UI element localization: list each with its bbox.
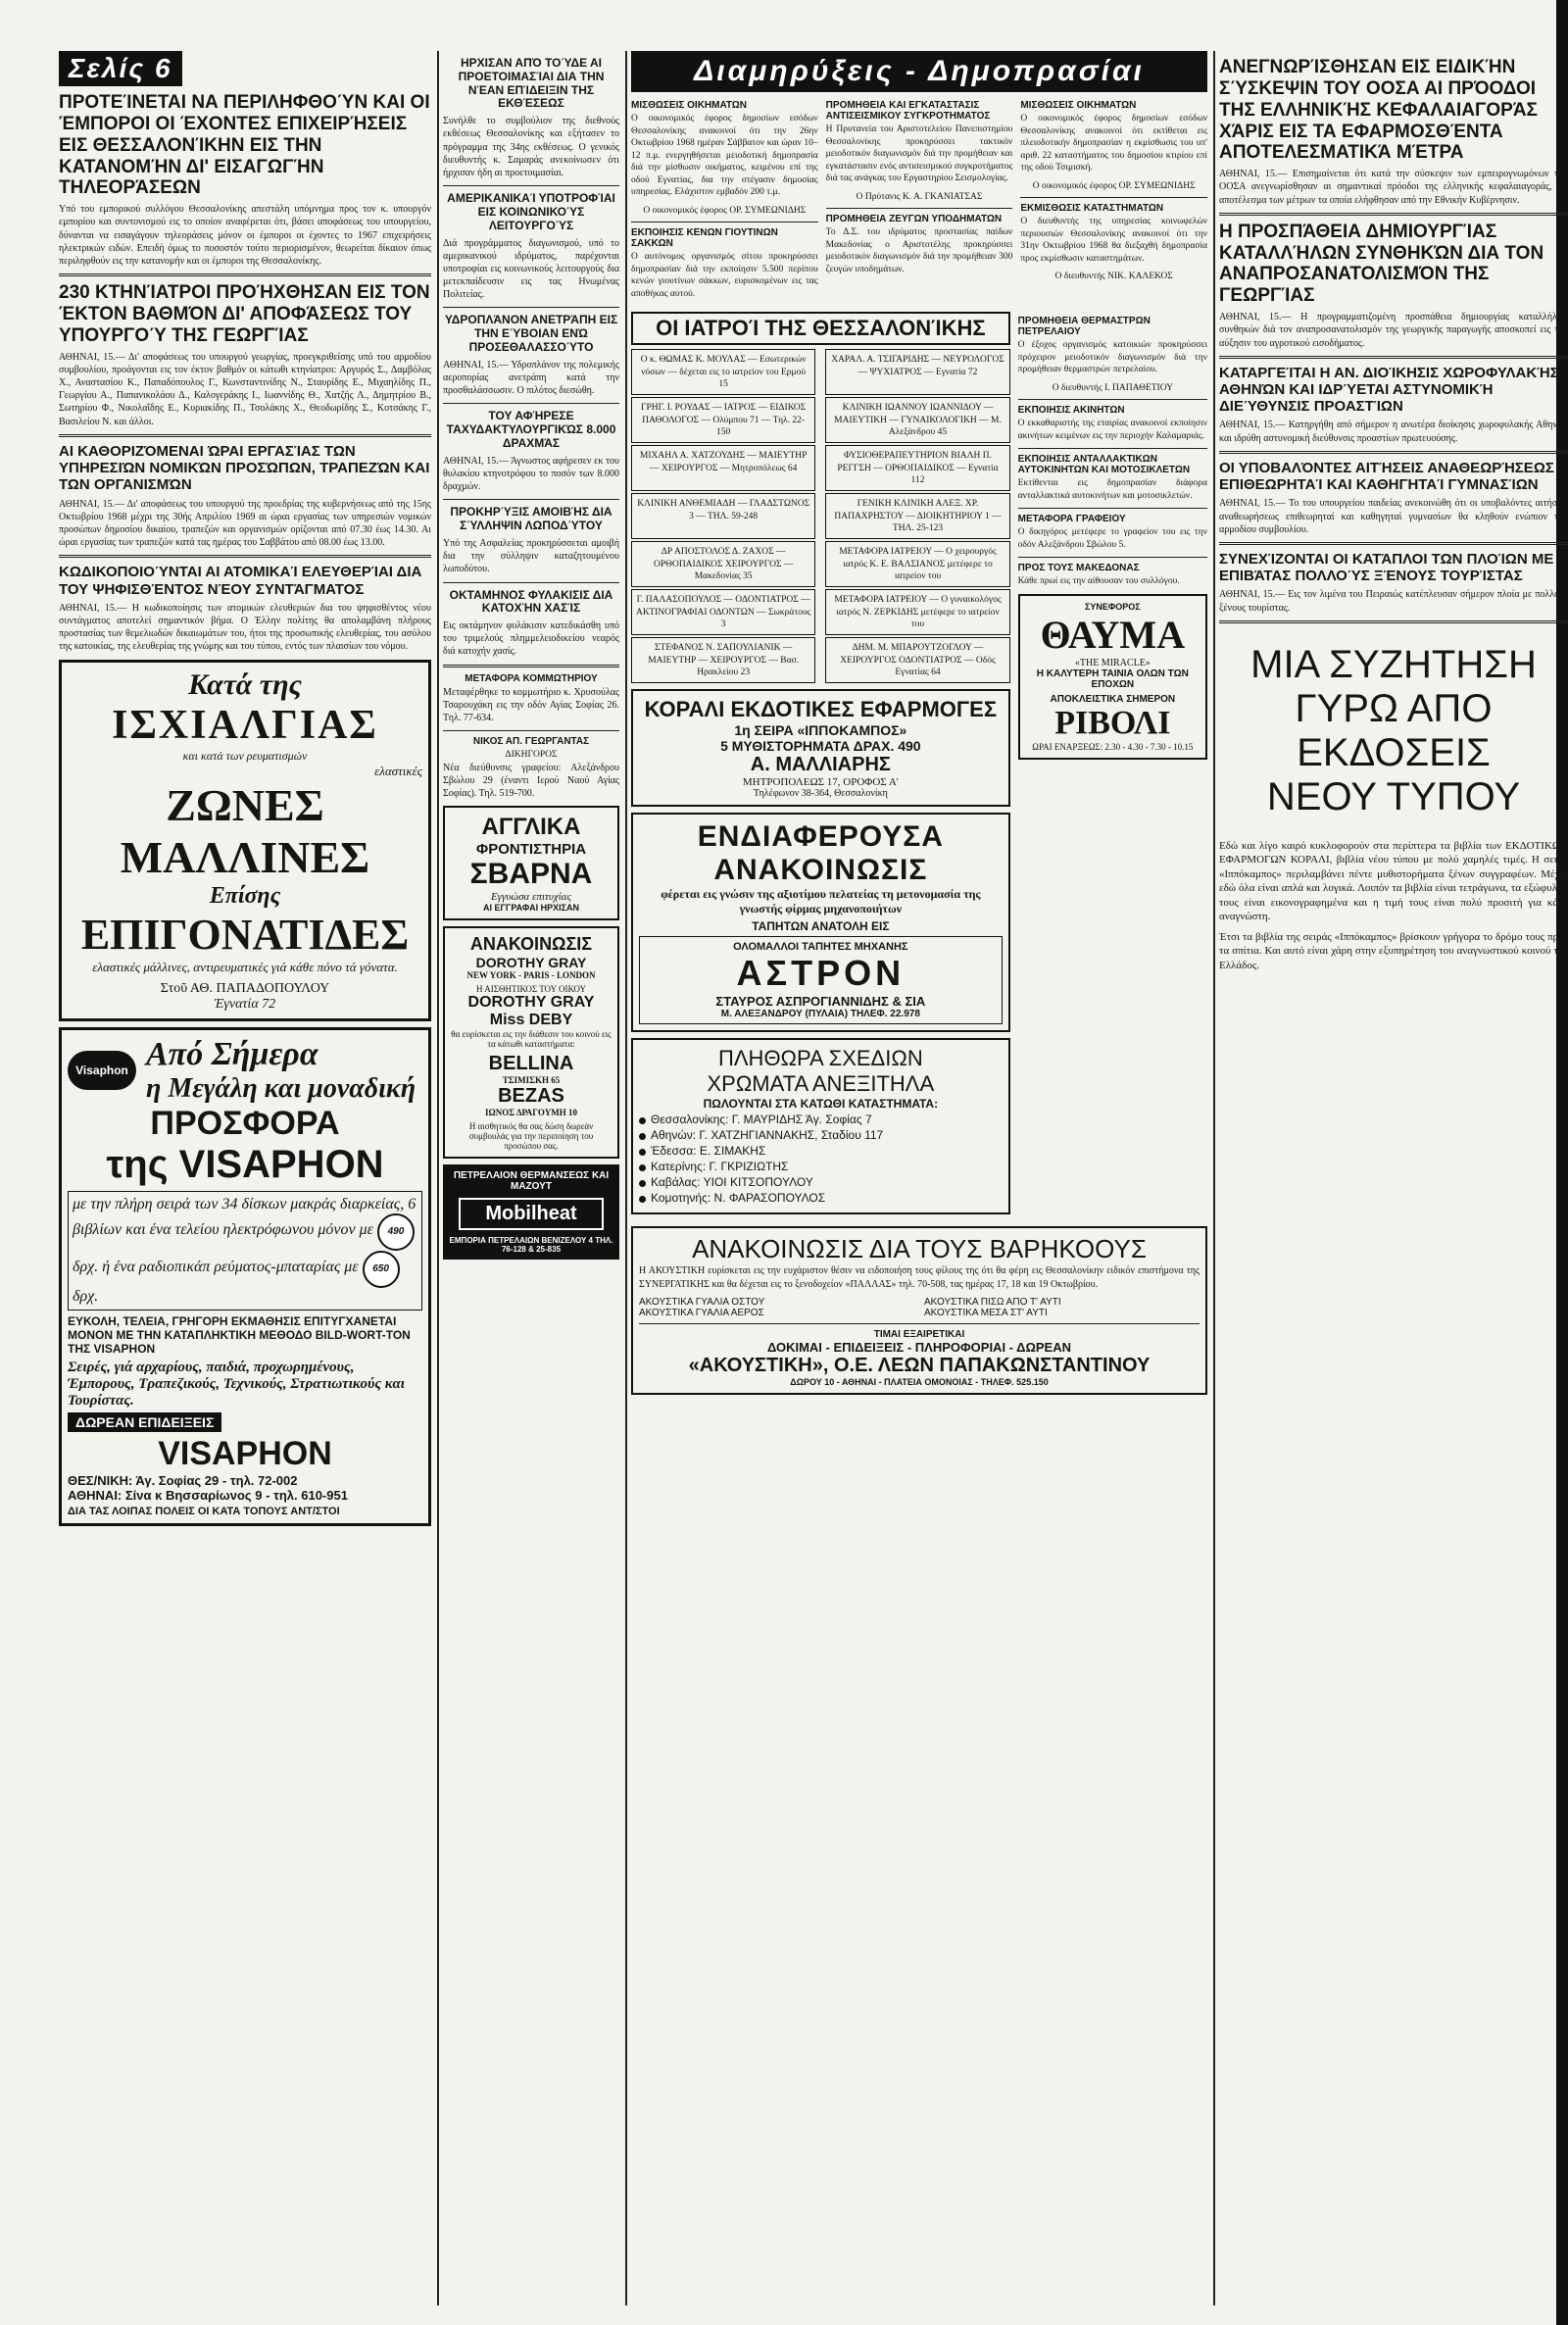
astron-logo-icon: ΑΣΤΡΟΝ xyxy=(736,953,906,994)
article-body: Εις οκτάμηνον φυλάκισιν κατεδικάσθη υπό του τριμελούς πλημμελειοδικείου νεαρός διά κατοχήν χασίς. xyxy=(443,620,619,658)
notice-body: Εκτίθενται εις δημοπρασίαν διάφορα ανταλλακτικά αυτοκινήτων και μοτοσικλετών. xyxy=(1017,478,1207,501)
notice-head: ΜΕΤΑΦΟΡΑ ΓΡΑΦΕΙΟΥ xyxy=(1017,514,1126,525)
visaphon-logo-icon: Visaphon xyxy=(68,1051,136,1090)
ad-line: δρχ. ή ένα ραδιοπικάπ ρεύματος-μπαταρίας με xyxy=(73,1258,359,1275)
doctor-listing: Γ. ΠΑΛΑΣΟΠΟΥΛΟΣ — ΟΔΟΝΤΙΑΤΡΟΣ — ΑΚΤΙΝΟΓΡΑΦΙΑΙ ΟΔΟΝΤΩΝ — Σωκράτους 3 xyxy=(631,589,815,635)
hearing-item: ΑΚΟΥΣΤΙΚΑ ΜΕΣΑ ΣΤ' ΑΥΤΙ xyxy=(924,1307,1048,1318)
astron-box xyxy=(639,936,1003,1024)
classified-body: Μεταφέρθηκε το κομμωτήριο κ. Χρυσούλας Τσαρουχάκη εις την οδόν Αγίας Σοφίας 26. Τηλ. 77-634. xyxy=(443,686,619,724)
dealer-list xyxy=(639,1113,1003,1205)
sciatica-belts-ad xyxy=(59,660,431,1021)
divider xyxy=(1219,451,1568,454)
divider xyxy=(826,208,1013,209)
ad-line: BELLINA xyxy=(488,1053,574,1075)
doctor-listing: ΣΤΕΦΑΝΟΣ Ν. ΣΑΠΟΥΛΙΑΝΙΚ — ΜΑΙΕΥΤΗΡ — ΧΕΙΡΟΥΡΓΟΣ — Βασ. Ηρακλείου 23 xyxy=(631,637,815,683)
notice-head: ΠΡΟΜΗΘΕΙΑ ΘΕΡΜΑΣΤΡΩΝ ΠΕΤΡΕΛΑΙΟΥ xyxy=(1017,316,1151,338)
feature-body: Εδώ και λίγο καιρό κυκλοφορούν στα περίπτερα τα βιβλία των ΕΚΔΟΤΙΚΩΝ ΕΦΑΡΜΟΓΩΝ ΚΟΡΑΛΙ, βιβλία νέου τύπου με πολύ χαμηλές τιμές. Η σειρά «Ιππόκαμπος» περιλαμβάνει πέντε μυθιστορήματα ξένων συγγραφέων. Μέχρι εδώ όλα είναι απλά και λογικά. Λοιπόν τα βιβλία είναι τετράγωνα, τα εξώφυλλα τους είναι εικονογραφημένα και η τιμή τους είναι πολύ προσιτή για κάθε αναγνώστη. xyxy=(1219,839,1568,923)
doctor-listing: ΦΥΣΙΟΘΕΡΑΠΕΥΤΗΡΙΟΝ ΒΙΑΛΗ Π. ΡΕΓΓΣΗ — ΟΡΘΟΠΑΙΔΙΚΟΣ — Εγνατία 112 xyxy=(825,445,1009,491)
tender-sign: Ο οικονομικός έφορος ΟΡ. ΣΥΜΕΩΝΙΔΗΣ xyxy=(643,205,807,216)
ad-line: ΔΩΡΟΥ 10 - ΑΘΗΝΑΙ - ΠΛΑΤΕΙΑ ΟΜΟΝΟΙΑΣ - ΤΗΛΕΦ. 525.150 xyxy=(790,1376,1049,1387)
ad-line: VISAPHON xyxy=(158,1434,332,1472)
ad-line: Σειρές, γιά αρχαρίους, παιδιά, προχωρημένους, Έμπορους, Τραπεζικούς, Τεχνικούς, Στρατιωτικούς και Τουρίστας. xyxy=(68,1359,405,1409)
doctor-listing: ΚΛΙΝΙΚΗ ΑΝΘΕΜΙΑΔΗ — ΓΛΑΔΣΤΩΝΟΣ 3 — ΤΗΛ. 59-248 xyxy=(631,493,815,539)
ad-line: NEW YORK - PARIS - LONDON xyxy=(466,970,596,981)
doctor-listing: ΜΙΧΑΗΛ Α. ΧΑΤΖΟΥΔΗΣ — ΜΑΙΕΥΤΗΡ — ΧΕΙΡΟΥΡΓΟΣ — Μητροπόλεως 64 xyxy=(631,445,815,491)
hearing-item: ΑΚΟΥΣΤΙΚΑ ΓΥΑΛΙΑ ΟΣΤΟΥ xyxy=(639,1296,765,1308)
ad-line: ΣΒΑΡΝΑ xyxy=(469,858,593,891)
classified-head: ΜΕΤΑΦΟΡΑ ΚΟΜΜΩΤΗΡΙΟΥ xyxy=(465,672,598,684)
ad-line: ΑΙ ΕΓΓΡΑΦΑΙ ΗΡΧΙΣΑΝ xyxy=(483,903,579,914)
article-headline: Η ΠΡΟΣΠΆΘΕΙΑ ΔΗΜΙΟΥΡΓΊΑΣ ΚΑΤΑΛΛΉΛΩΝ ΣΥΝΘΗΚΏΝ ΔΙΑ ΤΟΝ ΑΝΑΠΡΟΣΑΝΑΤΟΛΙΣΜΌΝ ΤΗΣ ΓΕΩΡΓΊΑΣ xyxy=(1219,221,1544,307)
dealer-item xyxy=(639,1113,1003,1126)
doctor-listing: ΧΑΡΑΛ. Α. ΤΣΙΓΑΡΙΔΗΣ — ΝΕΥΡΟΛΟΓΟΣ — ΨΥΧΙΑΤΡΟΣ — Εγνατία 72 xyxy=(825,349,1009,395)
ad-line: ΑΝΑΚΟΙΝΩΣΙΣ ΔΙΑ ΤΟΥΣ ΒΑΡΗΚΟΟΥΣ xyxy=(692,1234,1147,1264)
ad-line: ΠΕΤΡΕΛΑΙΟΝ ΘΕΡΜΑΝΣΕΩΣ ΚΑΙ ΜΑΖΟΥΤ xyxy=(453,1170,610,1193)
ad-line: ΕΜΠΟΡΙΑ ΠΕΤΡΕΛΑΙΩΝ ΒΕΝΙΖΕΛΟΥ 4 ΤΗΛ. 76-128 & 25-835 xyxy=(449,1236,613,1255)
ad-line: φέρεται εις γνώσιν της αξιοτίμου πελατείας τη μετονομασία της γνωστής φίρμας μηχανοποιήτων xyxy=(661,887,981,916)
dealer-item xyxy=(639,1128,1003,1142)
ad-line: ΠΡΟΣΦΟΡΑ xyxy=(150,1104,340,1142)
ad-line: BEZAS xyxy=(498,1085,564,1108)
dealer-item xyxy=(639,1160,1003,1173)
notice-head: ΠΡΟΣ ΤΟΥΣ ΜΑΚΕΔΟΝΑΣ xyxy=(1017,563,1140,574)
article-headline: ΑΜΕΡΙΚΑΝΙΚΑΊ ΥΠΟΤΡΟΦΊΑΙ ΕΙΣ ΚΟΙΝΩΝΙΚΟΎΣ ΛΕΙΤΟΥΡΓΟΎΣ xyxy=(447,191,615,232)
notice-sign: Ο διευθυντής Ι. ΠΑΠΑΘΕΤΙΟΥ xyxy=(1052,382,1173,393)
tender-head: ΜΙΣΘΩΣΕΙΣ ΟΙΚΗΜΑΤΩΝ xyxy=(1020,100,1137,111)
hearing-item: ΑΚΟΥΣΤΙΚΑ ΠΙΣΩ ΑΠΟ Τ' ΑΥΤΙ xyxy=(924,1296,1061,1308)
ad-line: «THE MIRACLE» xyxy=(1074,657,1151,668)
bullet-icon xyxy=(639,1133,646,1140)
notice-head: ΕΚΠΟΙΗΣΙΣ ΑΝΤΑΛΛΑΚΤΙΚΩΝ ΑΥΤΟΚΙΝΗΤΩΝ ΚΑΙ ΜΟΤΟΣΙΚΛΕΤΩΝ xyxy=(1017,454,1191,476)
ad-line: ΔΙΑ ΤΑΣ ΛΟΙΠΑΣ ΠΟΛΕΙΣ ΟΙ ΚΑΤΑ ΤΟΠΟΥΣ ΑΝΤ/ΣΤΟΙ xyxy=(68,1505,340,1517)
tender-head: ΕΚΠΟΙΗΣΙΣ ΚΕΝΩΝ ΓΙΟΥΤΙΝΩΝ ΣΑΚΚΩΝ xyxy=(631,227,778,250)
ad-line: ΚΟΡΑΛΙ ΕΚΔΟΤΙΚΕΣ ΕΦΑΡΜΟΓΕΣ xyxy=(644,697,998,722)
article-body: ΑΘΗΝΑΙ, 15.— Άγνωστος αφήρεσεν εκ του θυλακίου κτηνοτρόφου το ποσόν των 8.000 δραχμών. xyxy=(443,455,619,493)
ad-line: ΖΩΝΕΣ xyxy=(166,779,324,830)
ad-line: Επίσης xyxy=(209,882,281,909)
ad-line: της VISAPHON xyxy=(106,1142,384,1186)
tender-sign: Ο οικονομικός έφορος ΟΡ. ΣΥΜΕΩΝΙΔΗΣ xyxy=(1032,180,1196,191)
column-rule xyxy=(625,51,627,2305)
divider xyxy=(1020,197,1207,198)
bullet-icon xyxy=(639,1196,646,1203)
ad-line: 1η ΣΕΙΡΑ «ΙΠΠΟΚΑΜΠΟΣ» xyxy=(734,722,907,739)
bullet-icon xyxy=(639,1180,646,1187)
cinema-ad xyxy=(1018,594,1207,760)
bullet-icon xyxy=(639,1149,646,1156)
divider xyxy=(631,222,818,223)
tender-body: Ο διευθυντής της υπηρεσίας κοινωφελών περιουσιών Θεσσαλονίκης ανακοινοί ότι την 31ην Οκτωβρίου 1968 θα διεξαχθή δημοπρασία προς εκμίσθωσιν καταστημάτων. xyxy=(1020,217,1207,264)
ad-line: ΕΝΔΙΑΦΕΡΟΥΣΑ ΑΝΑΚΟΙΝΩΣΙΣ xyxy=(697,820,944,887)
ad-line: Η ΚΑΛΥΤΕΡΗ ΤΑΙΝΙΑ ΟΛΩΝ ΤΩΝ ΕΠΟΧΩΝ xyxy=(1036,668,1189,690)
article-headline: ΣΥΝΕΧΊΖΟΝΤΑΙ ΟΙ ΚΑΤΆΠΛΟΙ ΤΩΝ ΠΛΟΊΩΝ ΜΕ ΕΠΙΒΆΤΑΣ ΠΟΛΛΟΎΣ ΞΈΝΟΥΣ ΤΟΥΡΊΣΤΑΣ xyxy=(1219,550,1554,585)
ad-line: DOROTHY GRAY xyxy=(475,955,587,971)
ad-line: ΦΡΟΝΤΙΣΤΗΡΙΑ xyxy=(475,841,587,859)
dealer-item xyxy=(639,1191,1003,1205)
divider xyxy=(443,185,619,186)
tender-head: ΠΡΟΜΗΘΕΙΑ ΖΕΥΓΩΝ ΥΠΟΔΗΜΑΤΩΝ xyxy=(825,214,1003,224)
ad-line: ΑΠΟΚΛΕΙΣΤΙΚΑ ΣΗΜΕΡΟΝ xyxy=(1050,693,1176,705)
doctor-listing: ΜΕΤΑΦΟΡΑ ΙΑΤΡΕΙΟΥ — Ο γυναικολόγος ιατρός Ν. ΖΕΡΚΙΔΗΣ μετέφερε το ιατρείον του xyxy=(825,589,1009,635)
ad-line: και κατά των ρευματισμών xyxy=(182,748,308,763)
ad-line: ΜΑΛΛΙΝΕΣ xyxy=(120,831,370,882)
korali-books-ad xyxy=(631,689,1010,807)
column-4 xyxy=(1219,51,1568,2305)
doctor-listing: Ο κ. ΘΩΜΑΣ Κ. ΜΟΥΛΑΣ — Εσωτερικών νόσων — δέχεται εις το ιατρείον του Ερμού 15 xyxy=(631,349,815,395)
article-headline: ΤΟΥ ΑΦΉΡΕΣΕ ΤΑΧΥΔΑΚΤΥΛΟΥΡΓΙΚΏΣ 8.000 ΔΡΑΧΜΆΣ xyxy=(446,409,616,450)
ad-line: ελαστικές xyxy=(374,763,422,778)
tender-head: ΕΚΜΙΣΘΩΣΙΣ ΚΑΤΑΣΤΗΜΑΤΩΝ xyxy=(1020,203,1164,214)
ad-line: ΙΩΝΟΣ ΔΡΑΓΟΥΜΗ 10 xyxy=(485,1108,577,1118)
column-1 xyxy=(59,51,431,2305)
article-body: ΑΘΗΝΑΙ, 15.— Επισημαίνεται ότι κατά την σύσκεψιν των εμπειρογνωμόνων του ΟΟΣΑ ανεγνωρίσθησαν αι σημαντικαί πρόοδοι της ελληνικής κεφαλαιαγοράς, ως αποτέλεσμα των μέτρων τα οποία ελήφθησαν από την Εθνικήν Κυβέρνησιν. xyxy=(1219,169,1568,206)
divider xyxy=(443,403,619,404)
article-headline: ΑΝΕΓΝΩΡΊΣΘΗΣΑΝ ΕΙΣ ΕΙΔΙΚΉΝ ΣΎΣΚΕΨΙΝ ΤΟΥ ΟΟΣΑ ΑΙ ΠΡΌΟΔΟΙ ΤΗΣ ΕΛΛΗΝΙΚΉΣ ΚΕΦΑΛΑΙΑΓΟΡΆΣ ΧΆΡΙΣ ΕΙΣ ΤΑ ΕΦΑΡΜΟΣΘΈΝΤΑ ΑΠΟΤΕΛΕΣΜΑΤΙΚΆ ΜΈΤΡΑ xyxy=(1219,57,1538,164)
dealer-item xyxy=(639,1175,1003,1189)
divider xyxy=(443,665,619,668)
article-body: Συνήλθε το συμβούλιον της διεθνούς εκθέσεως Θεσσαλονίκης και εξήτασεν το πρόγραμμα της 34ης εκθέσεως. Ο γενικός διευθυντής κ. Σαμαράς ανεκοίνωσεν ότι ήρχισαν ήδη αι προετοιμασίαι. xyxy=(443,116,619,178)
divider xyxy=(443,307,619,308)
ad-line: Στοῦ ΑΘ. ΠΑΠΑΔΟΠΟΥΛΟΥ xyxy=(160,980,330,996)
divider xyxy=(1018,557,1207,558)
doctor-listing: ΓΕΝΙΚΗ ΚΛΙΝΙΚΗ ΑΛΕΞ. ΧΡ. ΠΑΠΑΧΡΗΣΤΟΥ — ΔΙΟΙΚΗΤΗΡΙΟΥ 1 — ΤΗΛ. 25-123 xyxy=(825,493,1009,539)
ad-line: Α. ΜΑΛΛΙΑΡΗΣ xyxy=(750,754,891,776)
ad-line: ΣΥΝΕΦΟΡΟΣ xyxy=(1084,601,1141,612)
ad-line: Η ΑΙΣΘΗΤΙΚΟΣ ΤΟΥ ΟΙΚΟΥ xyxy=(476,984,586,995)
ad-line: ΔΟΚΙΜΑΙ - ΕΠΙΔΕΙΞΕΙΣ - ΠΛΗΡΟΦΟΡΙΑΙ - ΔΩΡΕΑΝ xyxy=(766,1339,1072,1355)
doctor-listing: ΜΕΤΑΦΟΡΑ ΙΑΤΡΕΙΟΥ — Ο χειρουργός ιατρός Κ. Ε. ΒΑΛΣΙΑΝΟΣ μετέφερε το ιατρείον του xyxy=(825,541,1009,587)
doctor-listing: ΚΛΙΝΙΚΗ ΙΩΑΝΝΟΥ ΙΩΑΝΝΙΔΟΥ — ΜΑΙΕΥΤΙΚΗ — ΓΥΝΑΙΚΟΛΟΓΙΚΗ — Μ. Αλεξάνδρου 45 xyxy=(825,397,1009,443)
hearing-item: ΑΚΟΥΣΤΙΚΑ ΓΥΑΛΙΑ ΑΕΡΟΣ xyxy=(639,1307,764,1318)
ad-line: ΙΣΧΙΑΛΓΙΑΣ xyxy=(112,702,378,748)
divider xyxy=(1018,508,1207,509)
article-headline: ΑΙ ΚΑΘΟΡΙΖΌΜΕΝΑΙ ΏΡΑΙ ΕΡΓΑΣΊΑΣ ΤΩΝ ΥΠΗΡΕΣΙΏΝ ΝΟΜΙΚΏΝ ΠΡΟΣΏΠΩΝ, ΤΡΑΠΕΖΏΝ ΚΑΙ ΤΩΝ ΟΡΓΑΝΙΣΜΏΝ xyxy=(59,442,430,494)
ad-line: ΔΩΡΕΑΝ ΕΠΙΔΕΙΞΕΙΣ xyxy=(68,1412,221,1432)
article-body: ΑΘΗΝΑΙ, 15.— Η κωδικοποίησις των ατομικών ελευθεριών δια του ψηφισθέντος νέου συντάγματος αποτελεί σημαντικόν βήμα. Ο Έλλην πολίτης θα απολαμβάνη πλήρους προστασίας των θεμελιωδών δικαιωμάτων του, ήτοι της προσωπικής ελευθερίας, του ασύλου της κατοικίας, της ελευθερίας της γνώμης και του τύπου, εντός των πλαισίων του νόμου. xyxy=(59,602,431,653)
article-body: ΑΘΗΝΑΙ, 15.— Δι' αποφάσεως του υπουργού της προεδρίας της κυβερνήσεως από της 15ης Οκτωβρίου 1968 μέχρι της 30ής Απριλίου 1969 αι ώραι εργασίας των υπηρεσιών νομικών προσώπων δημοσίου δικαίου, τραπεζών και οργανισμών ορίζονται από 07.30 έως 14.30. Αι ώραι εργασίας των τραπεζών κατά τας ημέρας του Σαββάτου από 08.00 έως 13.00. xyxy=(59,498,431,549)
article-headline: ΟΚΤΑΜΗΝΟΣ ΦΥΛΑΚΙΣΙΣ ΔΙΑ ΚΑΤΟΧΉΝ ΧΑΣΊΣ xyxy=(449,587,613,616)
ad-line: Η ΑΚΟΥΣΤΙΚΗ ευρίσκεται εις την ευχάριστον θέσιν να ειδοποιήση τους φίλους της ότι θα φέρη εις Θεσσαλονίκην ειδικόν επιστήμονα της ΣΥΝΕΡΓΑΤΙΚΗΣ και θα δέχεται εις το ξενοδοχείον «ΠΑΛΛΑΣ» τηλ. 70-508, τας ημέρας 17, 18 και 19 Οκτωβρίου. xyxy=(639,1265,1200,1290)
tender-body: Η Πρυτανεία του Αριστοτελείου Πανεπιστημίου Θεσσαλονίκης προκηρύσσει τακτικόν μειοδοτικόν διαγωνισμόν διά την προμήθειαν και εγκατάστασιν ενός αντισεισμικού συγκροτήματος διά τας ανάγκας του Εργαστηρίου Σεισμολογίας. xyxy=(825,124,1013,184)
article-body: Υπό του εμπορικού συλλόγου Θεσσαλονίκης απεστάλη υπόμνημα προς τον κ. υπουργόν εμπορίου και συντονισμού εις το οποίον αναφέρεται ότι, βάσει αποφάσεως του υπουργείου, δύνανται να εισαγάγουν τηλεοράσεις μόνον οι έμποροι οι έχοντες το 1967 επιχειρήσεις ηλεκτρικών ειδών. Επειδή όμως το ποσοστόν τούτο περιορισμένον, θεωρείται δίκαιον όπως περιληφθούν εις την κατανομήν και οι έμποροι της Θεσσαλονίκης. xyxy=(59,204,431,267)
ad-line: 5 ΜΥΘΙΣΤΟΡΗΜΑΤΑ ΔΡΑΧ. 490 xyxy=(720,738,921,755)
divider xyxy=(639,1323,1200,1324)
column-rule xyxy=(1213,51,1215,2305)
classified-body: Νέα διεύθυνσις γραφείου: Αλεξάνδρου Σβώλου 29 (έναντι Ιερού Ναού Αγίας Σοφίας). Τηλ. 519-700. xyxy=(443,762,619,799)
ad-line: ΑΝΑΚΟΙΝΩΣΙΣ xyxy=(469,934,593,955)
hearing-aid-ad xyxy=(631,1226,1207,1394)
ad-line: ΕΥΚΟΛΗ, ΤΕΛΕΙΑ, ΓΡΗΓΟΡΗ ΕΚΜΑΘΗΣΙΣ ΕΠΙΤΥΓΧΑΝΕΤΑΙ ΜΟΝΟΝ ΜΕ ΤΗΝ ΚΑΤΑΠΛΗΚΤΙΚΗ ΜΕΘΟΔΟ BILD-WORT-TON ΤΗΣ VISAPHON xyxy=(68,1313,411,1356)
article-headline: 230 ΚΤΗΝΊΑΤΡΟΙ ΠΡΟΉΧΘΗΣΑΝ ΕΙΣ ΤΟΝ ΈΚΤΟΝ ΒΑΘΜΌΝ ΔΙ' ΑΠΟΦΆΣΕΩΣ ΤΟΥ ΥΠΟΥΡΓΟΎ ΤΗΣ ΓΕΩΡΓΊΑΣ xyxy=(59,282,430,346)
divider xyxy=(443,499,619,500)
tenders-banner: Διαμηρύξεις - Δημοπρασίαι xyxy=(631,51,1207,92)
ad-line: δρχ. xyxy=(73,1287,99,1305)
price-490: 490 xyxy=(377,1213,415,1251)
ad-line: ΘΑΥΜΑ xyxy=(1040,612,1186,657)
tender-body: Το Δ.Σ. του ιδρύματος προστασίας παίδων Μακεδονίας ο Αριστοτέλης προκηρύσσει μειοδοτικόν διαγωνισμόν διά την προμήθειαν 300 ζευγών υποδημάτων. xyxy=(825,227,1013,274)
dealer-item xyxy=(639,1144,1003,1158)
ad-line: ΘΕΣ/ΝΙΚΗ: Άγ. Σοφίας 29 - τηλ. 72-002 xyxy=(68,1472,298,1488)
ad-line: ΤΑΠΗΤΩΝ ΑΝΑΤΟΛΗ ΕΙΣ xyxy=(752,919,890,934)
article-headline: ΟΙ ΥΠΟΒΑΛΌΝΤΕΣ ΑΙΤΉΣΕΙΣ ΑΝΑΘΕΩΡΉΣΕΩΣ ΕΠΙΘΕΩΡΗΤΑΊ ΚΑΙ ΚΑΘΗΓΗΤΑΊ ΓΥΜΝΑΣΊΩΝ xyxy=(1219,459,1554,494)
article-body: ΑΘΗΝΑΙ, 15.— Δι' αποφάσεως του υπουργού γεωργίας, προεγκριθείσης υπό του αρμοδίου συμβουλίου, προάγονται εις τον έκτον βαθμόν οι κάτωθι κτηνίατροι: Αργυρός Σ., Δαμβόλας Χ., Αναστασίου Κ., Παπαδόπουλος Γ., Κωνσταντινίδης Ν., Σταυρίδης Ε., Μιχαηλίδης Π., Γεωργίου Α., Παπανικολάου Δ., Καλογεράκης Ι., Ιωαννίδης Θ., Χατζής Λ., Δημητρίου Β., Σωτηρίου Φ., Νικολαΐδης Ε., Κυριακίδης Π., Τσολάκης Χ., Θεοδωρίδης Σ., Κοτσάκης Γ., Βασιλείου Ν. και άλλοι. xyxy=(59,351,431,427)
ad-line: με την πλήρη σειρά των 34 δίσκων μακράς διαρκείας, 6 βιβλίων και ένα τελείου ηλεκτρόφωνου μόνον με xyxy=(73,1195,416,1238)
notice-body: Ο δικηγόρος μετέφερε το γραφείον του εις την οδόν Αλεξάνδρου Σβώλου 5. xyxy=(1017,527,1207,550)
mobilheat-ad xyxy=(443,1164,619,1260)
doctor-listing: ΔΗΜ. Μ. ΜΠΑΡΟΥΤΖΟΓΛΟΥ — ΧΕΙΡΟΥΡΓΟΣ ΟΔΟΝΤΙΑΤΡΟΣ — Οδός Εγνατίας 64 xyxy=(825,637,1009,683)
notice-body: Κάθε πρωί εις την αίθουσαν του συλλόγου. xyxy=(1017,576,1180,587)
dealer-text: Κατερίνης: Γ. ΓΚΡΙΖΙΩΤΗΣ xyxy=(651,1160,789,1174)
doctor-listing: ΓΡΗΓ. Ι. ΡΟΥΔΑΣ — ΙΑΤΡΟΣ — ΕΙΔΙΚΟΣ ΠΑΘΟΛΟΓΟΣ — Ολύμπου 71 — Τηλ. 22-150 xyxy=(631,397,815,443)
ad-line: ΡΙΒΟΛΙ xyxy=(1054,704,1171,741)
mobilheat-logo-icon: Mobilheat xyxy=(459,1198,604,1230)
carpet-ad xyxy=(631,813,1010,1032)
price-650: 650 xyxy=(363,1251,400,1288)
column-2 xyxy=(443,51,619,2305)
ad-line: ΜΗΤΡΟΠΟΛΕΩΣ 17, ΟΡΟΦΟΣ Α' xyxy=(742,776,899,789)
article-body: ΑΘΗΝΑΙ, 15.— Εις τον λιμένα του Πειραιώς κατέπλευσαν σήμερον πλοία με πολλούς ξένους τουρίστας. xyxy=(1219,589,1568,614)
tender-body: Ο αυτόνομος οργανισμός σίτου προκηρύσσει δημοπρασίαν διά την εκποίησιν 5.500 περίπου κενών γιουτίνων σάκκων, ευρισκομένων εις τας αποθήκας αυτού. xyxy=(631,252,818,299)
divider xyxy=(1018,448,1207,449)
ad-line: Η αισθητικός θα σας δώση δωρεάν συμβουλάς για την περιποίηση του προσώπου σας. xyxy=(468,1121,594,1152)
tender-body: Ο οικονομικός έφορος δημοσίων εσόδων Θεσσαλονίκης ανακοινοί ότι την 26ην Οκτωβρίου 1968 ημέραν Σάββατον και ώραν 10–12 π.μ. ενεργηθήσεται μειοδοτική δημοπρασία διά την μίσθωσιν οικήματος, κειμένου επί της οδού Εγνατίας, δια την στέγασιν δημοσίας υπηρεσίας. Ελάχιστον εμβαδόν 200 τ.μ. xyxy=(631,114,818,198)
feature-line: ΜΙΑ ΣΥΖΗΤΗΣΗ xyxy=(1250,642,1537,686)
section-label xyxy=(59,51,431,86)
doctor-listing: ΔΡ ΑΠΟΣΤΟΛΟΣ Δ. ΖΑΧΟΣ — ΟΡΘΟΠΑΙΔΙΚΟΣ ΧΕΙΡΟΥΡΓΟΣ — Μακεδονίας 35 xyxy=(631,541,815,587)
ad-line: Έγνατία 72 xyxy=(214,996,276,1012)
divider xyxy=(59,273,431,276)
divider xyxy=(1018,399,1207,400)
ad-line: ΣΤΑΥΡΟΣ ΑΣΠΡΟΓΙΑΝΝΙΔΗΣ & ΣΙΑ xyxy=(715,994,926,1010)
ad-line: Κατά της xyxy=(188,668,302,701)
visaphon-ad xyxy=(59,1027,431,1526)
doctors-title: ΟΙ ΙΑΤΡΟΊ ΤΗΣ ΘΕΣΣΑΛΟΝΊΚΗΣ xyxy=(631,312,1010,345)
doctors-list xyxy=(631,349,1010,683)
divider xyxy=(59,434,431,437)
ad-line: Μ. ΑΛΕΞΑΝΔΡΟΥ (ΠΥΛΑΙΑ) ΤΗΛΕΦ. 22.978 xyxy=(720,1009,920,1020)
divider xyxy=(59,555,431,558)
dealer-text: Θεσσαλονίκης: Γ. ΜΑΥΡΙΔΗΣ Άγ. Σοφίας 7 xyxy=(651,1113,872,1127)
feature-line: ΝΕΟΥ ΤΥΠΟΥ xyxy=(1266,774,1521,818)
ad-line: ΠΩΛΟΥΝΤΑΙ ΣΤΑ ΚΑΤΩΘΙ ΚΑΤΑΣΤΗΜΑΤΑ: xyxy=(703,1097,939,1112)
article-headline: ΚΑΤΑΡΓΕΊΤΑΙ Η ΑΝ. ΔΙΟΊΚΗΣΙΣ ΧΩΡΟΦΥΛΑΚΉΣ ΑΘΗΝΏΝ ΚΑΙ ΙΔΡΎΕΤΑΙ ΑΣΤΥΝΟΜΙΚΉ ΔΙΕΎΘΥΝΣΙΣ ΠΡΟΑΣΤΊΩΝ xyxy=(1219,364,1559,416)
doctors-and-notices xyxy=(631,312,1207,1220)
ad-line: Τηλέφωνον 38-364, Θεσσαλονίκη xyxy=(753,788,888,800)
korali-feature-title xyxy=(1219,643,1568,819)
notice-body: Ο έξοχος οργανισμός κατοικιών προκηρύσσει πρόχειρον μειοδοτικόν διαγωνισμόν διά την προμήθειαν θερμαστρών πετρελαίου. xyxy=(1017,340,1207,375)
tender-body: Ο οικονομικός έφορος δημοσίων εσόδων Θεσσαλονίκης ανακοινοί ότι εκτίθεται εις πλειοδοτικήν δημοπρασίαν η εκμίσθωσις του υπ' αριθ. 22 καταστήματος του δημοσίου κτιρίου επί της οδού Τσιμισκή. xyxy=(1020,114,1207,173)
notice-body: Ο εκκαθαριστής της εταιρίας ανακοινοί εκποίησιν ακινήτων κειμένων εις την περιοχήν Καλαμαριάς. xyxy=(1017,419,1207,441)
english-school-ad xyxy=(443,806,619,920)
page-number-banner: Σελίς 6 xyxy=(59,51,182,86)
article-body: Διά προγράμματος διαγωνισμού, υπό το αμερικανικού ιδρύματος, παρέχονται υποτροφίαι εις κοινωνικούς λειτουργούς δια μετεκπαίδευσιν εις τας Ηνωμένας Πολιτείας. xyxy=(443,237,619,301)
article-body: ΑΘΗΝΑΙ, 15.— Κατηργήθη από σήμερον η ανωτέρα διοίκησις χωροφυλακής Αθηνών και ιδρύθη αστυνομική διεύθυνσις προαστίων πρωτευούσης. xyxy=(1219,420,1568,444)
classified-head: ΝΙΚΟΣ ΑΠ. ΓΕΩΡΓΑΝΤΑΣ xyxy=(472,736,590,748)
divider xyxy=(443,582,619,583)
article-body: ΑΘΗΝΑΙ, 15.— Το του υπουργείου παιδείας ανεκοινώθη ότι οι υποβαλόντες αιτήσεις αναθεωρήσεως επιθεωρηταί και καθηγηταί γυμνασίων θα κληθούν ενώπιον του αρμοδίου συμβουλίου. xyxy=(1219,498,1568,535)
dealer-text: Αθηνών: Γ. ΧΑΤΖΗΓΙΑΝΝΑΚΗΣ, Σταδίου 117 xyxy=(651,1128,884,1143)
tender-head: ΜΙΣΘΩΣΕΙΣ ΟΙΚΗΜΑΤΩΝ xyxy=(631,100,748,111)
divider xyxy=(443,730,619,731)
hearing-list xyxy=(639,1297,1200,1318)
ad-line: ΠΛΗΘΩΡΑ ΣΧΕΔΙΩΝ xyxy=(717,1046,923,1071)
column-3 xyxy=(631,51,1207,2305)
ad-line: ΤΙΜΑΙ ΕΞΑΙΡΕΤΙΚΑΙ xyxy=(873,1328,965,1340)
article-headline: ΥΔΡΟΠΛΆΝΟΝ ΑΝΕΤΡΆΠΗ ΕΙΣ ΤΗΝ ΕΎΒΟΙΑΝ ΕΝΏ ΠΡΟΣΕΘΑΛΑΣΣΟΎΤΟ xyxy=(444,313,618,355)
ad-line: Miss DEBY xyxy=(489,1012,573,1029)
ad-line: ΟΛΟΜΑΛΛΟΙ ΤΑΠΗΤΕΣ ΜΗΧΑΝΗΣ xyxy=(733,941,908,954)
tender-sign: Ο Πρύτανις Κ. Α. ΓΚΑΝΙΑΤΣΑΣ xyxy=(856,191,983,202)
ad-line: ΕΠΙΓΟΝΑΤΙΔΕΣ xyxy=(80,910,410,959)
offer-box xyxy=(68,1191,422,1311)
ad-line: ελαστικές μάλλινες, αντιρευματικές γιά κάθε πόνο τά γόνατα. xyxy=(92,959,398,974)
article-body: Υπό της Ασφαλείας προκηρύσσεται αμοιβή δια την σύλληψιν καταζητουμένου λωποδύτου. xyxy=(443,537,619,575)
bullet-icon xyxy=(639,1164,646,1171)
dorothy-gray-ad xyxy=(443,926,619,1159)
ad-line: Εγγυώσα επιτυχίας xyxy=(490,891,572,904)
column-rule xyxy=(437,51,439,2305)
dealer-text: Κομοτηνής: Ν. ΦΑΡΑΣΟΠΟΥΛΟΣ xyxy=(651,1191,826,1206)
feature-body: Έτσι τα βιβλία της σειράς «Ιππόκαμπος» βρίσκουν γρήγορα το δρόμο τους προς τα σπίτια. Και αυτό είναι χάρη στην εξυπηρέτηση του αναγνωστικού κοινού της Ελλάδος. xyxy=(1219,930,1568,971)
classified-sub: ΔΙΚΗΓΟΡΟΣ xyxy=(505,750,558,761)
ad-line: «ΑΚΟΥΣΤΙΚΗ», Ο.Ε. ΛΕΩΝ ΠΑΠΑΚΩΝΣΤΑΝΤΙΝΟΥ xyxy=(688,1354,1151,1376)
article-headline: ΚΩΔΙΚΟΠΟΙΟΎΝΤΑΙ ΑΙ ΑΤΟΜΙΚΑΊ ΕΛΕΥΘΕΡΊΑΙ ΔΙΑ ΤΟΥ ΨΗΦΙΣΘΈΝΤΟΣ ΝΈΟΥ ΣΥΝΤΆΓΜΑΤΟΣ xyxy=(59,564,422,598)
ad-line: Από Σήμερα xyxy=(146,1035,318,1072)
dealer-text: Καβάλας: ΥΙΟΙ ΚΙΤΣΟΠΟΥΛΟΥ xyxy=(651,1175,813,1190)
divider xyxy=(1219,620,1568,623)
divider xyxy=(1219,213,1568,216)
article-headline: ΠΡΟΤΕΊΝΕΤΑΙ ΝΑ ΠΕΡΙΛΗΦΘΟΎΝ ΚΑΙ ΟΙ ΈΜΠΟΡΟΙ ΟΙ ΈΧΟΝΤΕΣ ΕΠΙΧΕΙΡΉΣΕΙΣ ΕΙΣ ΘΕΣΣΑΛΟΝΊΚΗΝ ΕΙΣ ΤΗΝ ΚΑΤΑΝΟΜΉΝ ΔΙ' ΕΙΣΑΓΩΓΉΝ ΤΗΛΕΟΡΆΣΕΩΝ xyxy=(59,92,430,199)
ad-line: ΑΓΓΛΙΚΑ xyxy=(481,814,581,841)
dealer-text: Έδεσσα: Ε. ΣΙΜΑΚΗΣ xyxy=(651,1144,766,1159)
feature-line: ΓΥΡΩ ΑΠΟ ΕΚΔΟΣΕΙΣ xyxy=(1295,686,1493,774)
ad-line: ΧΡΩΜΑΤΑ ΑΝΕΞΙΤΗΛΑ xyxy=(707,1071,935,1097)
tender-sign: Ο διευθυντής ΝΙΚ. ΚΑΛΕΚΟΣ xyxy=(1054,272,1173,282)
tender-head: ΠΡΟΜΗΘΕΙΑ ΚΑΙ ΕΓΚΑΤΑΣΤΑΣΙΣ ΑΝΤΙΣΕΙΣΜΙΚΟΥ ΣΥΓΚΡΟΤΗΜΑΤΟΣ xyxy=(825,100,991,122)
tenders-section xyxy=(631,96,1207,306)
ad-line: ΤΣΙΜΙΣΚΗ 65 xyxy=(502,1075,561,1086)
ad-line: ΩΡΑΙ ΕΝΑΡΞΕΩΣ: 2.30 - 4.30 - 7.30 - 10.15 xyxy=(1032,741,1194,752)
article-headline: ΗΡΧΙΣΑΝ ΑΠΌ ΤΟΎΔΕ ΑΙ ΠΡΟΕΤΟΙΜΑΣΊΑΙ ΔΙΑ ΤΗΝ ΝΈΑΝ ΕΠΊΔΕΙΞΙΝ ΤΗΣ ΕΚΘΈΣΕΩΣ xyxy=(458,56,605,111)
colors-ad xyxy=(631,1038,1010,1214)
notice-head: ΕΚΠΟΙΗΣΙΣ ΑΚΙΝΗΤΩΝ xyxy=(1017,405,1125,417)
article-headline: ΠΡΟΚΗΡΎΞΙΣ ΑΜΟΙΒΉΣ ΔΙΑ ΣΎΛΛΗΨΙΝ ΛΩΠΟΔΎΤΟΥ xyxy=(450,505,612,533)
ad-line: DOROTHY GRAY xyxy=(467,994,595,1012)
article-body: ΑΘΗΝΑΙ, 15.— Υδροπλάνον της πολεμικής αεροπορίας ανετράπη κατά την προσθαλάσσωσιν. Ο πιλότος διεσώθη. xyxy=(443,359,619,397)
ad-line: η Μεγάλη και μοναδική xyxy=(146,1072,416,1104)
article-body: ΑΘΗΝΑΙ, 15.— Η προγραμματιζομένη προσπάθεια δημιουργίας καταλλήλων συνθηκών διά τον αναπροσανατολισμόν της γεωργικής παραγωγής αποσκοπεί εις την αύξησιν του αγροτικού εισοδήματος. xyxy=(1219,312,1568,349)
ad-line: θα ευρίσκεται εις την διάθεσιν του κοινού εις τα κάτωθι καταστήματα: xyxy=(451,1029,612,1050)
ad-line: ΑΘΗΝΑΙ: Σίνα κ Βησσαρίωνος 9 - τηλ. 610-951 xyxy=(68,1487,348,1503)
divider xyxy=(1219,356,1568,359)
bullet-icon xyxy=(639,1117,646,1124)
divider xyxy=(1219,542,1568,545)
